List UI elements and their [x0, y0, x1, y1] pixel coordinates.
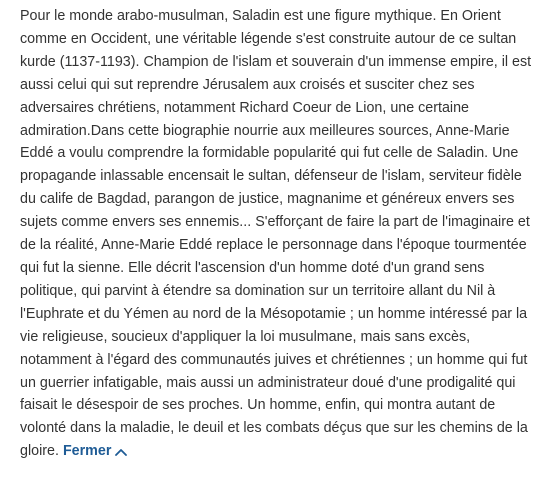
- close-link-label: Fermer: [62, 443, 112, 460]
- book-description: [20, 5, 532, 463]
- chevron-up-icon: [115, 448, 127, 456]
- close-description-link[interactable]: [63, 443, 127, 459]
- description-text: Pour le monde arabo-musulman, Saladin est une figure mythique. En Orient comme en Occident, une véritable légende s'est construite autour de ce sultan kurde (1137-1193). Champion de l'islam et souverain d'un immense empire, il est aussi celui qui sut reprendre Jérusalem aux croisés et susciter chez ses adversaires chrétiens, notamment Richard Coeur de Lion, une certaine admiration.Dans cette biographie nourrie aux meilleures sources, Anne-Marie Eddé a voulu comprendre la formidable popularité qui fut celle de Saladin. Une propagande inlassable encensait le sultan, défenseur de l'islam, serviteur fidèle du calife de Bagdad, parangon de justice, magnanime et généreux envers ses sujets comme envers ses ennemis... S'efforçant de faire la part de l'imaginaire et de la réalité, Anne-Marie Eddé replace le personnage dans l'époque tourmentée qui fut la sienne. Elle décrit l'ascension d'un homme doté d'un grand sens politique, qui parvint à étendre sa domination sur un territoire allant du Nil à l'Euphrate et du Yémen au nord de la Mésopotamie ; un homme intéressé par la vie religieuse, soucieux d'appliquer la loi musulmane, mais sans excès, notamment à l'égard des communautés juives et chrétiennes ; un homme qui fut un guerrier infatigable, mais aussi un administrateur doué d'une prodigalité qui faisait le désespoir de ses proches. Un homme, enfin, qui montra autant de volonté dans la maladie, le deuil et les combats déçus que sur les chemins de la gloire.: [20, 8, 532, 460]
